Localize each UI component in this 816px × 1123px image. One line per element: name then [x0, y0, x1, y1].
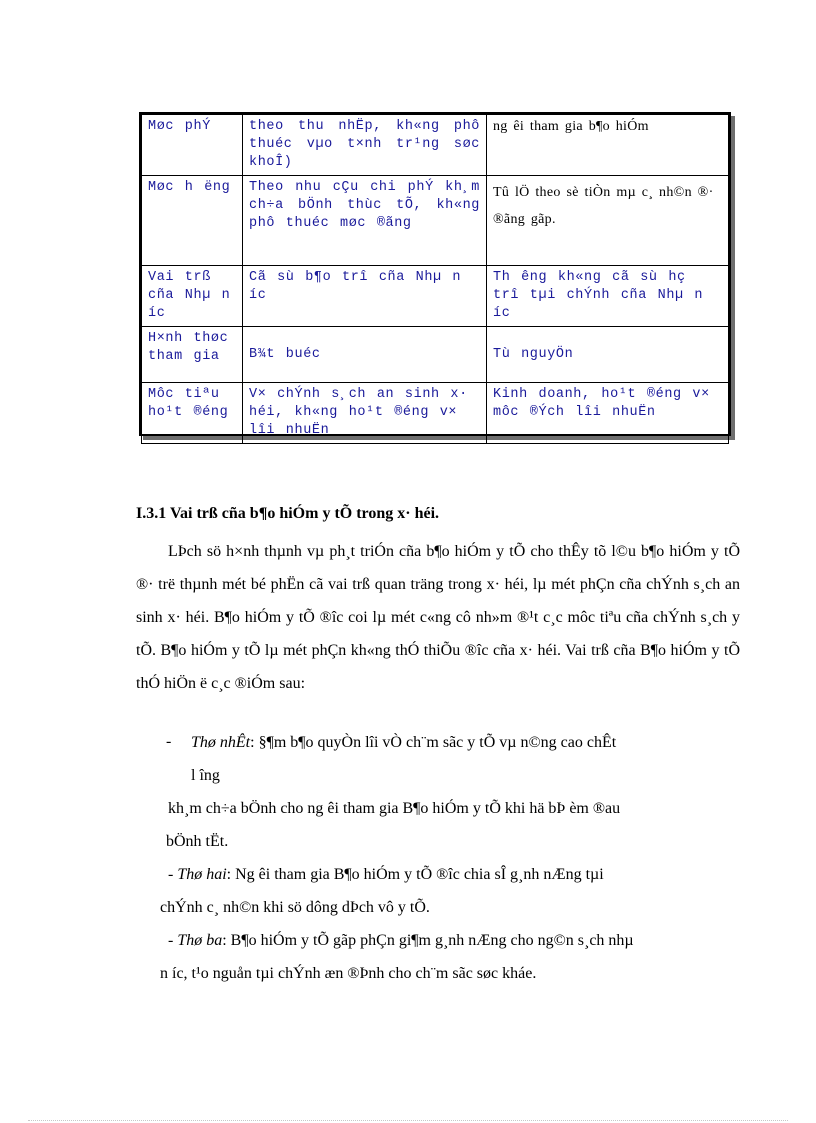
table-cell: Kinh doanh, ho¹t ®éng v× môc ®Ých lîi nhuËn	[487, 383, 729, 444]
list-item-text: chÝnh c¸ nh©n khi sö dông dÞch vô y tÕ.	[160, 899, 430, 916]
table-cell: B¾t buéc	[243, 327, 487, 383]
table-row	[142, 266, 729, 327]
table-cell: Theo nhu cÇu chi phÝ kh¸m ch÷a bÖnh thùc tÕ, kh«ng phô thuéc møc ®ãng	[243, 176, 487, 266]
table-row	[142, 115, 729, 176]
list-item	[168, 858, 740, 891]
list-item-text: : Ng êi tham gia B¶o hiÓm y tÕ ®îc chia sÎ g¸nh nÆng tµi	[226, 866, 604, 883]
list-item-label: Thø nhÊt	[191, 734, 251, 751]
list-dash: -	[168, 866, 178, 883]
list-item-text: kh¸m ch÷a bÖnh cho ng êi tham gia B¶o hiÓm y tÕ khi hä bÞ èm ®au	[168, 800, 621, 817]
section-title: I.3.1 Vai trß cña b¶o hiÓm y tÕ trong x· héi.	[136, 505, 440, 522]
list-item-label: Thø hai	[177, 866, 227, 883]
list-item-text: bÖnh tËt.	[166, 833, 229, 850]
list-item-text: l îng	[191, 767, 220, 784]
comparison-table	[139, 112, 731, 436]
table-cell: Th êng kh«ng cã sù hç trî tµi chÝnh cña Nhµ n íc	[487, 266, 729, 327]
table-row	[142, 383, 729, 444]
table-cell: theo thu nhËp, kh«ng phô thuéc vµo t×nh tr¹ng søc khoÎ)	[243, 115, 487, 176]
body-paragraph: LÞch sö h×nh thµnh vµ ph¸t triÓn cña b¶o hiÓm y tÕ cho thÊy tõ l©u b¶o hiÓm y tÕ ®· trë thµnh mét bé phËn cã vai trß quan träng trong x· héi, lµ mét phÇn cña chÝnh s¸ch an sinh x· héi. B¶o hiÓm y tÕ ®îc coi lµ mét c«ng cô nh»m ®¹t c¸c môc tiªu cña chÝnh s¸ch y tÕ. B¶o hiÓm y tÕ lµ mét phÇn kh«ng thÓ thiÕu ®îc cña x· héi. Vai trß cña B¶o hiÓm y tÕ thÓ hiÖn ë c¸c ®iÓm sau:	[136, 543, 740, 692]
table-cell: Møc phÝ	[142, 115, 243, 176]
list-item	[168, 924, 740, 957]
list-dash: -	[166, 733, 172, 750]
table-cell: ng êi tham gia b¶o hiÓm	[487, 115, 729, 176]
table-row	[142, 327, 729, 383]
list-item-text: : §¶m b¶o quyÒn lîi vÒ ch¨m sãc y tÕ vµ n©ng cao chÊt	[250, 734, 617, 751]
page-divider	[28, 1120, 788, 1121]
list-item-text: : B¶o hiÓm y tÕ gãp phÇn gi¶m g¸nh nÆng cho ng©n s¸ch nhµ	[222, 932, 634, 949]
table-row	[142, 176, 729, 266]
table-cell: Cã sù b¶o trî cña Nhµ n íc	[243, 266, 487, 327]
list-item-text: n íc, t¹o nguån tµi chÝnh æn ®Þnh cho ch¨m sãc søc kháe.	[160, 965, 537, 982]
table-cell: H×nh thøc tham gia	[142, 327, 243, 383]
cell-line: Tû lÖ theo sè tiÒn mµ c¸ nh©n ®·	[493, 185, 714, 200]
list-dash: -	[168, 932, 178, 949]
list-item	[191, 726, 741, 759]
table-cell	[487, 176, 729, 266]
cell-line: ®ãng gãp.	[493, 212, 556, 227]
table-cell: Môc tiªu ho¹t ®éng	[142, 383, 243, 444]
table-cell: Vai trß cña Nhµ n íc	[142, 266, 243, 327]
table-cell: V× chÝnh s¸ch an sinh x· héi, kh«ng ho¹t ®éng v× lîi nhuËn	[243, 383, 487, 444]
table-cell: Tù nguyÖn	[487, 327, 729, 383]
list-item-label: Thø ba	[177, 932, 223, 949]
table-cell: Møc h ëng	[142, 176, 243, 266]
